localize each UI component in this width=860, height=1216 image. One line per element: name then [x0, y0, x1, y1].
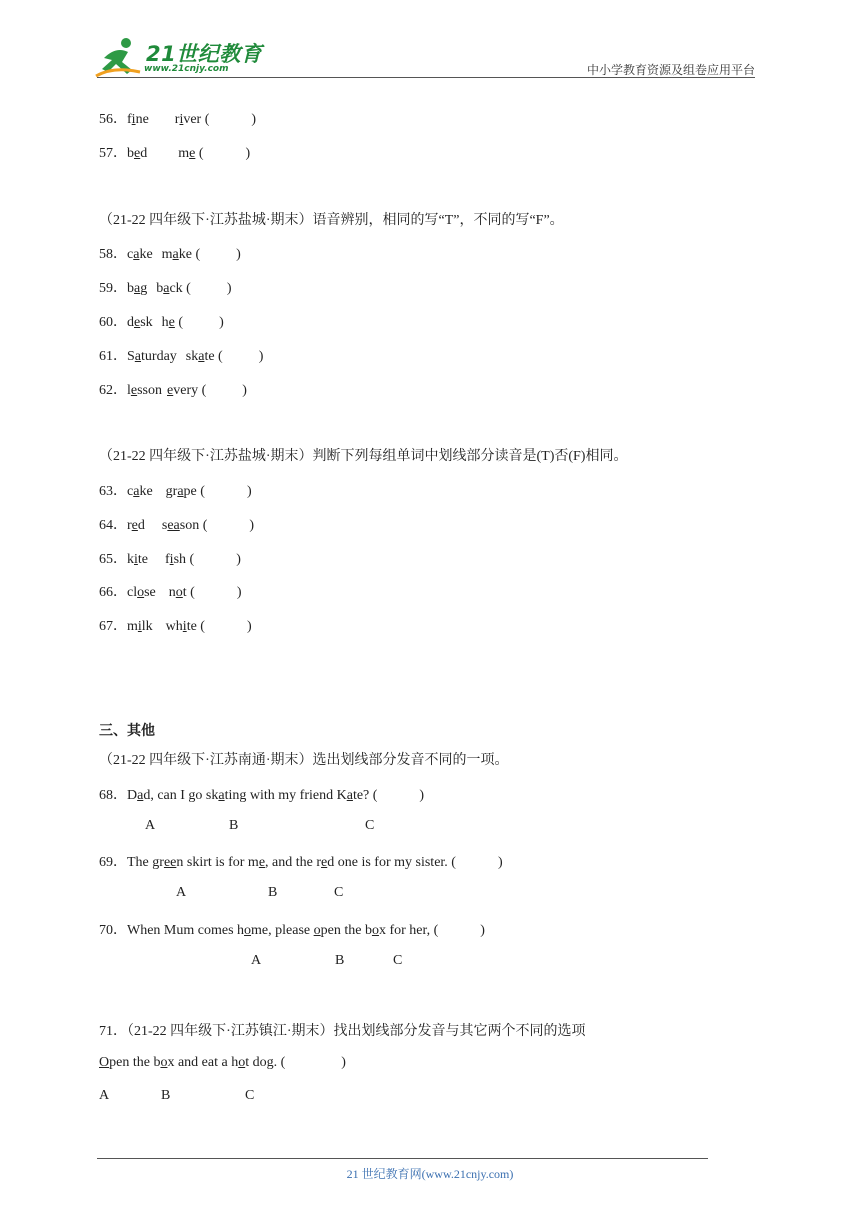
q71-option-b: B — [161, 1088, 171, 1103]
question-59: 59．bag back ( ) — [99, 281, 232, 296]
runner-logo-icon — [94, 36, 144, 78]
question-60: 60．desk he ( ) — [99, 315, 224, 330]
question-63: 63．cake grape ( ) — [99, 484, 252, 499]
question-70: 70．When Mum comes home, please open the box for her, ( ) — [99, 923, 485, 938]
underlined-letters: i — [131, 112, 136, 127]
underlined-letters: e — [189, 146, 196, 161]
question-number: 56． — [99, 112, 127, 127]
q70-option-b: B — [335, 953, 345, 968]
question-62: 62．lesson every ( ) — [99, 383, 247, 398]
q69-option-c: C — [334, 885, 344, 900]
q70-option-a: A — [251, 953, 262, 968]
q68-option-c: C — [365, 818, 375, 833]
q68-option-b: B — [229, 818, 239, 833]
question-61: 61．Saturday skate ( ) — [99, 349, 264, 364]
q68-option-a: A — [145, 818, 156, 833]
header-divider — [97, 77, 755, 78]
question-65: 65．kite fish ( ) — [99, 552, 241, 567]
logo-url: www.21cnjy.com — [144, 64, 229, 74]
q71-option-a: A — [99, 1088, 110, 1103]
question-71-sentence: Open the box and eat a hot dog. ( ) — [99, 1055, 346, 1070]
footer-divider — [97, 1158, 708, 1159]
logo-text: 21世纪教育 — [146, 42, 263, 66]
header-platform-text: 中小学教育资源及组卷应用平台 — [586, 63, 755, 77]
q69-option-b: B — [268, 885, 278, 900]
q69-option-a: A — [176, 885, 187, 900]
question-64: 64．red season ( ) — [99, 518, 255, 533]
section-title: 三、其他 — [99, 723, 155, 739]
question-67: 67．milk white ( ) — [99, 619, 252, 634]
question-58: 58．cake make ( ) — [99, 247, 241, 262]
underlined-letters: e — [134, 146, 141, 161]
site-logo — [94, 36, 264, 78]
group3-instruction: （21-22 四年级下·江苏盐城·期末）判断下列每组单词中划线部分读音是(T)否(F)相同。 — [99, 449, 628, 464]
section3-instruction: （21-22 四年级下·江苏南通·期末）选出划线部分发音不同的一项。 — [99, 753, 509, 768]
question-66: 66．close not ( ) — [99, 585, 242, 600]
footer-link[interactable]: 21 世纪教育网(www.21cnjy.com) — [346, 1167, 514, 1181]
question-71: 71．（21-22 四年级下·江苏镇江·期末）找出划线部分发音与其它两个不同的选项 — [99, 1024, 586, 1039]
q71-option-c: C — [245, 1088, 255, 1103]
group2-instruction: （21-22 四年级下·江苏盐城·期末）语音辨别，相同的写“T”，不同的写“F”。 — [99, 213, 564, 228]
q70-option-c: C — [393, 953, 403, 968]
question-56: 56．fine river ( ) — [99, 112, 257, 127]
question-69: 69．The green skirt is for me, and the red one is for my sister. ( ) — [99, 855, 503, 870]
question-68: 68．Dad, can I go skating with my friend Kate? ( ) — [99, 788, 425, 803]
question-57: 57．bed me ( ) — [99, 146, 251, 161]
question-number: 57． — [99, 146, 127, 161]
underlined-letters: i — [179, 112, 184, 127]
